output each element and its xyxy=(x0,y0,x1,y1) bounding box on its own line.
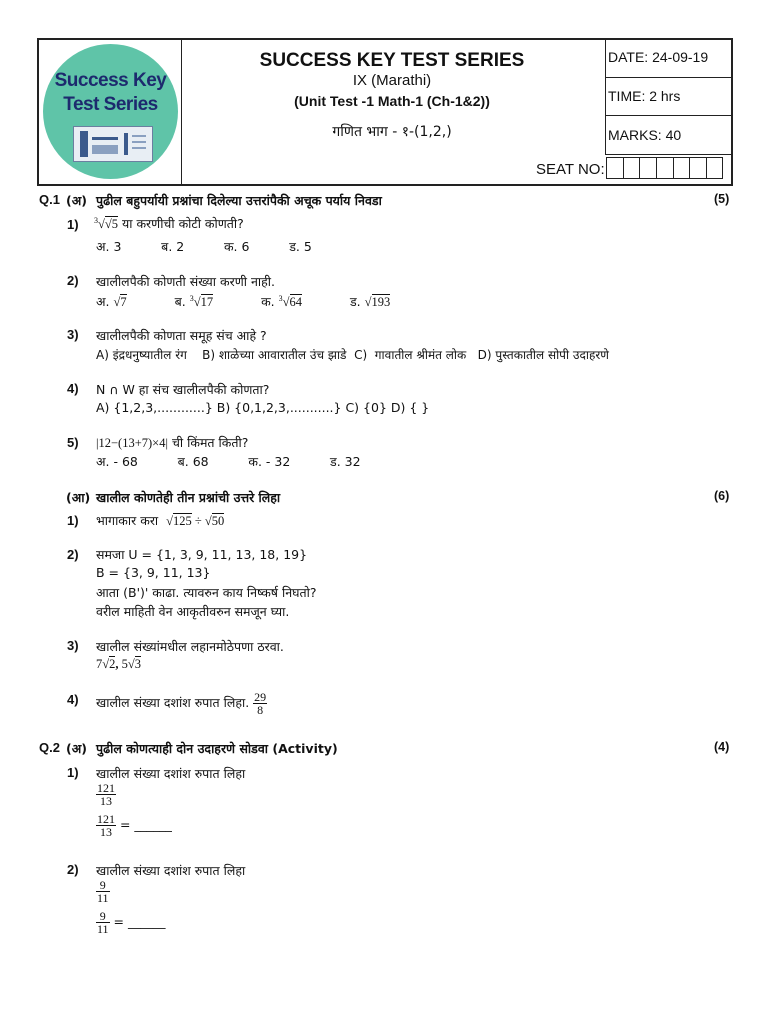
q1-label: Q.1 xyxy=(39,192,60,207)
q1-item-2-num: 2) xyxy=(67,273,79,288)
q1-item-3-options: A) इंद्रधनुष्यातील रंग B) शाळेच्या आवारातील उंच झाडे C) गावातील श्रीमंत लोक D) पुस्तकातील सोपी उदाहरणे xyxy=(96,348,609,362)
seat-divider xyxy=(480,155,731,156)
date-cell: DATE: 24-09-19 xyxy=(605,40,733,78)
logo xyxy=(43,44,178,179)
q1-item-1-num: 1) xyxy=(67,217,79,232)
logo-line-1: Success Key xyxy=(54,70,167,91)
subject-label: गणित भाग - १-(1,2,) xyxy=(332,124,452,140)
q1-b-item-4-num: 4) xyxy=(67,692,79,707)
q2-part-a-label: (अ) xyxy=(66,741,87,756)
q1-item-1-text: या करणीची कोटी कोणती? xyxy=(121,216,244,231)
q1-item-5-question: |12−(13+7)×4| ची किंमत किती? xyxy=(96,435,249,450)
fraction: $\frac{29}{8}$ xyxy=(254,690,267,717)
q2-title: पुढील कोणत्याही दोन उदाहरणे सोडवा (Activity) xyxy=(96,741,338,756)
q2-item-2-answer[interactable]: $\frac{9}{11}$ = ______ xyxy=(97,909,166,936)
q1-item-1-question: $^3$√√5 या करणीची कोटी कोणती? xyxy=(94,215,244,231)
q1-part-a-marks: (5) xyxy=(714,192,730,206)
seat-no-boxes[interactable] xyxy=(606,157,723,181)
time-cell: TIME: 2 hrs xyxy=(605,78,733,116)
q1-item-4-options: A) {1,2,3,............} B) {0,1,2,3,...........} C) {0} D) { } xyxy=(96,400,430,415)
q1-part-b-title: खालील कोणतेही तीन प्रश्नांची उत्तरे लिहा xyxy=(96,490,281,505)
q1-item-4-num: 4) xyxy=(67,381,79,396)
q1-b-item-2-num: 2) xyxy=(67,547,79,562)
logo-line-2: Test Series xyxy=(63,94,158,115)
q1-b-item-4-question: खालील संख्या दशांश रुपात लिहा. $\frac{29}{8}$ xyxy=(96,690,267,717)
q1-item-1-options: अ. 3 ब. 2 क. 6 ड. 5 xyxy=(96,239,312,254)
q2-label: Q.2 xyxy=(39,740,60,755)
q2-marks: (4) xyxy=(714,740,730,754)
q1-b-item-2-line-2: B = {3, 9, 11, 13} xyxy=(96,565,211,580)
page-title: SUCCESS KEY TEST SERIES xyxy=(259,50,525,71)
q2-item-1-num: 1) xyxy=(67,765,79,780)
q1-part-b-label: (आ) xyxy=(66,490,91,505)
q1-part-b-marks: (6) xyxy=(714,489,730,503)
q1-b-item-3-num: 3) xyxy=(67,638,79,653)
q1-item-3-num: 3) xyxy=(67,327,79,342)
marks-cell: MARKS: 40 xyxy=(605,116,733,155)
q1-item-4-text: N ∩ W हा संच खालीलपैकी कोणता? xyxy=(96,382,270,397)
q2-item-2-text: खालील संख्या दशांश रुपात लिहा xyxy=(96,863,246,878)
q2-item-1-fraction: $\frac{121}{13}$ xyxy=(97,781,115,808)
logo-building-icon xyxy=(73,126,153,162)
logo-cell xyxy=(39,40,182,184)
q2-item-2-num: 2) xyxy=(67,862,79,877)
q2-item-1-text: खालील संख्या दशांश रुपात लिहा xyxy=(96,766,246,781)
q1-part-a-label: (अ) xyxy=(66,193,87,208)
class-label: IX (Marathi) xyxy=(352,72,432,89)
q1-item-3-text: खालीलपैकी कोणता समूह संच आहे ? xyxy=(96,328,267,343)
q1-b-item-3-numbers: 7√2, 5√3 xyxy=(96,657,141,671)
header-table xyxy=(37,38,733,186)
unit-label: (Unit Test -1 Math-1 (Ch-1&2)) xyxy=(294,93,490,109)
q2-item-1-answer[interactable]: $\frac{121}{13}$ = ______ xyxy=(97,812,172,839)
q1-b-item-2-line-4: वरील माहिती वेन आकृतीवरुन समजून घ्या. xyxy=(96,604,290,619)
q1-part-a-title: पुढील बहुपर्यायी प्रश्नांचा दिलेल्या उत्तरांपैकी अचूक पर्याय निवडा xyxy=(96,193,382,208)
q1-item-2-text: खालीलपैकी कोणती संख्या करणी नाही. xyxy=(96,274,275,289)
q1-b-item-2-line-3: आता (B')' काढा. त्यावरुन काय निष्कर्ष निघतो? xyxy=(96,585,317,600)
q1-item-5-num: 5) xyxy=(67,435,79,450)
q2-item-2-fraction: $\frac{9}{11}$ xyxy=(97,878,109,905)
q1-item-2-options: अ. √7 ब. $^3$√17 क. $^3$√64 ड. √193 xyxy=(96,293,391,309)
q1-b-item-1-num: 1) xyxy=(67,513,79,528)
q1-b-item-3-text: खालील संख्यांमधील लहानमोठेपणा ठरवा. xyxy=(96,639,284,654)
q1-b-item-1-question: भागाकार करा √125 ÷ √50 xyxy=(96,513,225,528)
q1-b-item-2-line-1: समजा U = {1, 3, 9, 11, 13, 18, 19} xyxy=(96,547,308,562)
q1-item-5-options: अ. - 68 ब. 68 क. - 32 ड. 32 xyxy=(96,454,361,469)
seat-no-label: SEAT NO: xyxy=(536,161,605,178)
